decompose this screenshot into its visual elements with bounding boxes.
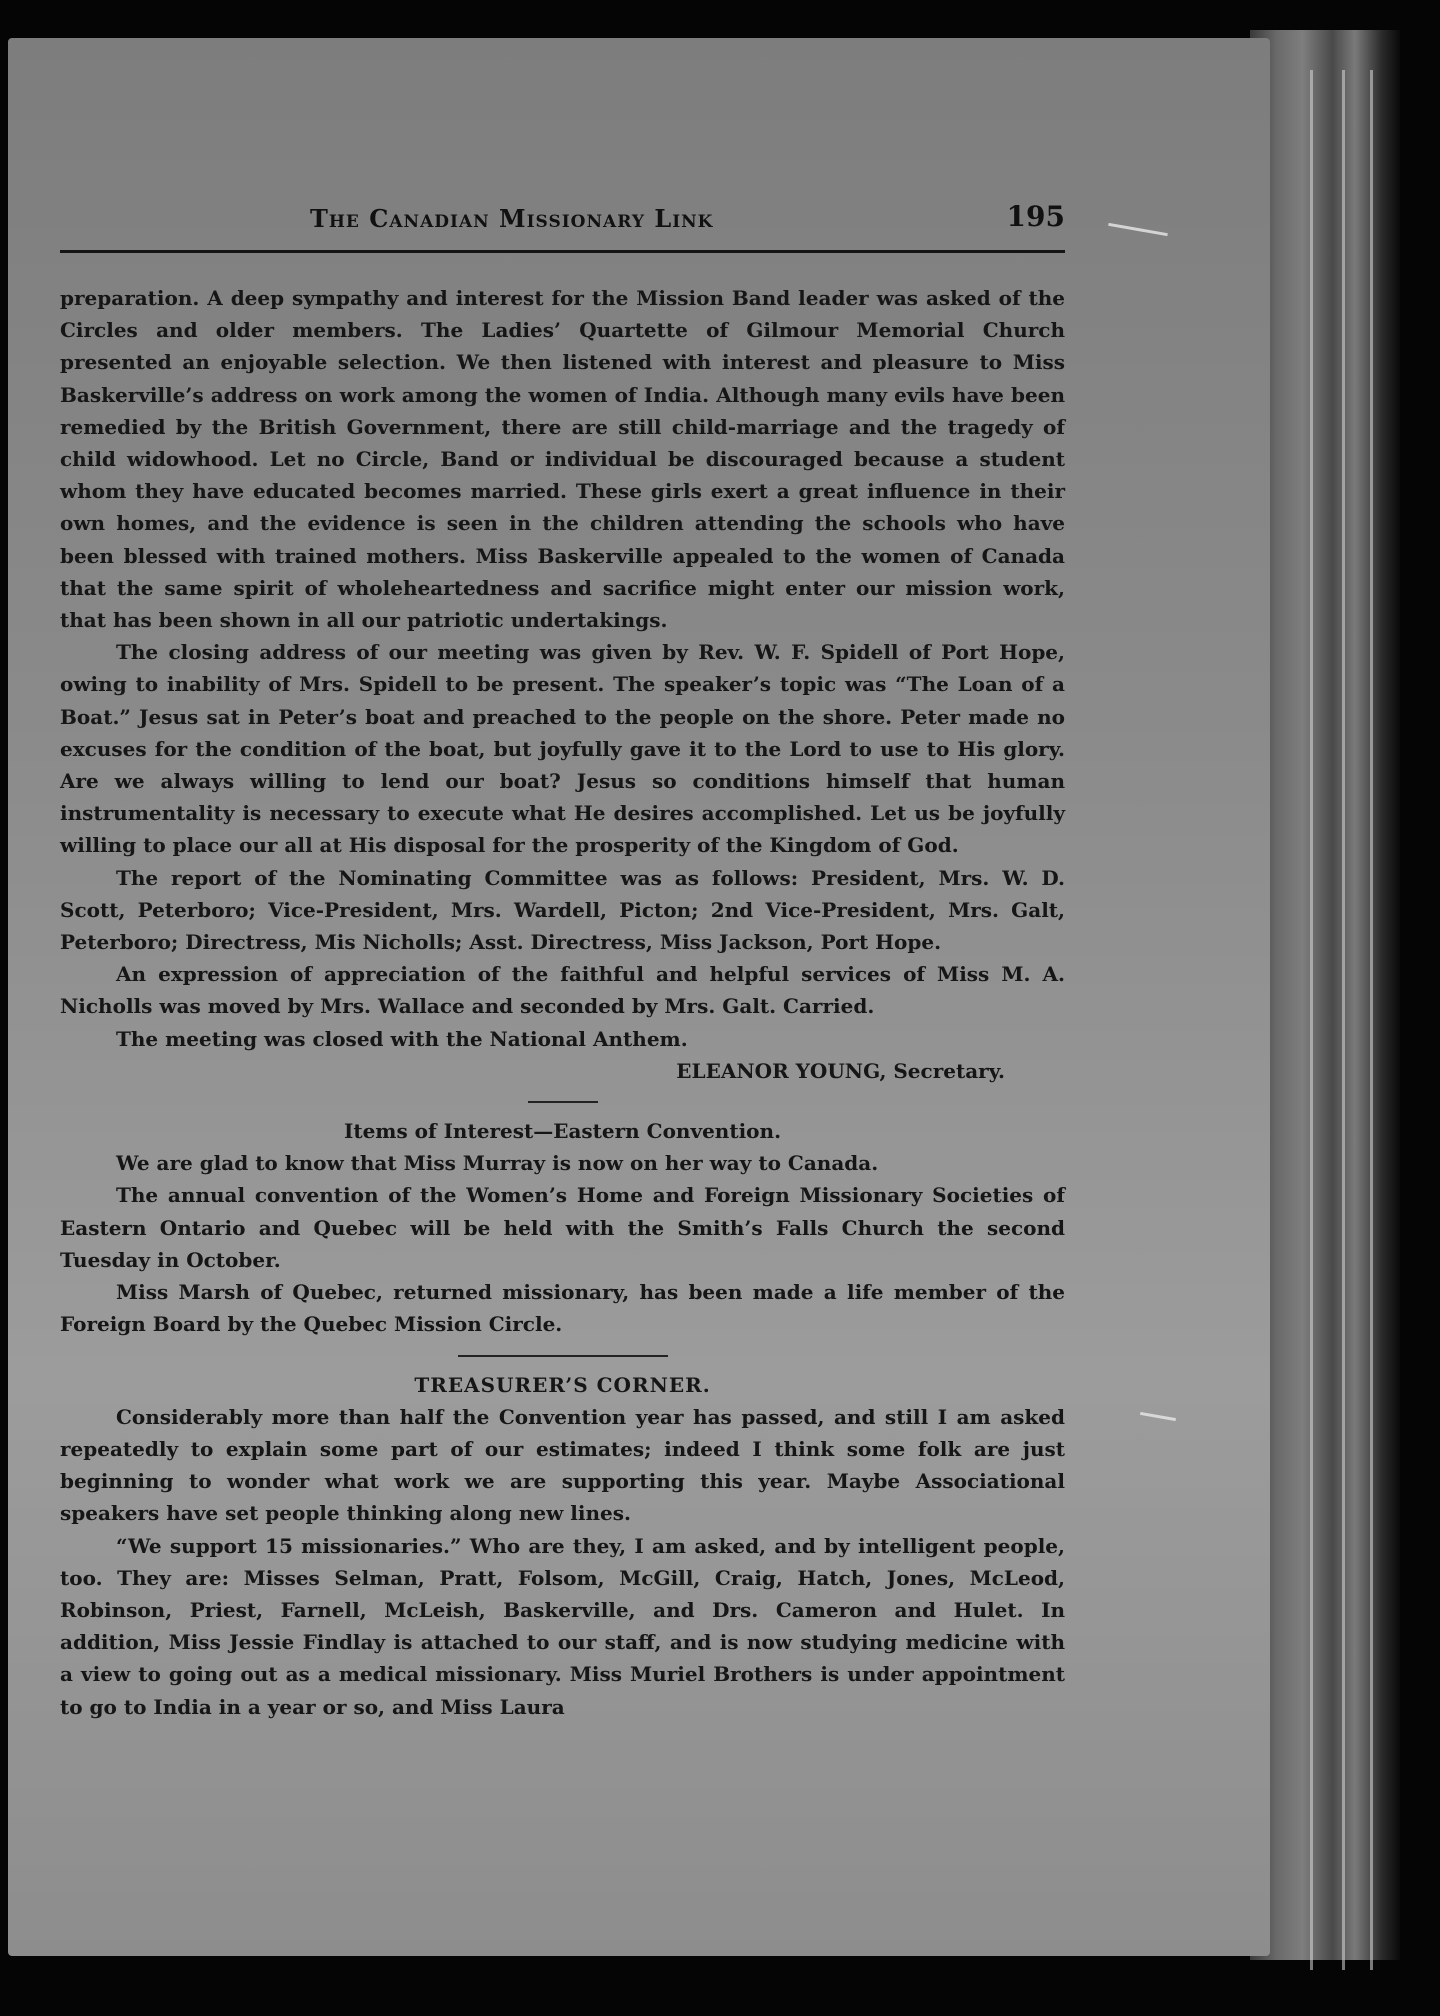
gutter-edge-line xyxy=(1310,70,1313,1970)
paragraph: The report of the Nominating Committee was as follows: President, Mrs. W. D. Scott, Peterboro; Vice-President, Mrs. Wardell, Picton; 2nd Vice-President, Mrs. Galt, Peterboro; Directress, Mis Nicholls; Asst. Directress, Miss Jackson, Port Hope. xyxy=(60,865,1065,955)
paragraph: The meeting was closed with the National Anthem. xyxy=(116,1026,688,1051)
paragraph: preparation. A deep sympathy and interest for the Mission Band leader was asked of the Circles and older members. The Ladies’ Quartette of Gilmour Memorial Church presented an enjoyable selection. We then listened with interest and pleasure to Miss Baskerville’s address on work among the women of India. Although many evils have been remedied by the British Government, there are still child-marriage and the tragedy of child widowhood. Let no Circle, Band or individual be discouraged because a student whom they have educated becomes married. These girls exert a great influence in their own homes, and the evidence is seen in the children attending the schools who have been blessed with trained mothers. Miss Baskerville appealed to the women of Canada that the same spirit of wholeheartedness and sacrifice might enter our mission work, that has been shown in all our patriotic undertakings. xyxy=(60,286,1065,633)
signature: ELEANOR YOUNG, Secretary. xyxy=(676,1058,1005,1083)
section-divider xyxy=(458,1355,668,1357)
book-gutter xyxy=(1250,30,1400,1960)
section-heading-items: Items of Interest—Eastern Convention. xyxy=(343,1119,782,1144)
section-divider xyxy=(528,1101,598,1103)
paragraph: The closing address of our meeting was given by Rev. W. F. Spidell of Port Hope, owing to inability of Mrs. Spidell to be present. The speaker’s topic was “The Loan of a Boat.” Jesus sat in Peter’s boat and preached to the people on the shore. Peter made no excuses for the condition of the boat, but joyfully gave it to the Lord to use to His glory. Are we always willing to lend our boat? Jesus so conditions himself that human instrumentality is necessary to execute what He desires accomplished. Let us be joyfully willing to place our all at His disposal for the prosperity of the Kingdom of God. xyxy=(60,640,1065,858)
paragraph: An expression of appreciation of the faithful and helpful services of Miss M. A. Nicholls was moved by Mrs. Wallace and seconded by Mrs. Galt. Carried. xyxy=(60,962,1065,1019)
paragraph: We are glad to know that Miss Murray is now on her way to Canada. xyxy=(116,1151,879,1176)
page-number: 195 xyxy=(1006,200,1065,233)
section-heading-treasurer: TREASURER’S CORNER. xyxy=(414,1372,711,1397)
journal-title: The Canadian Missionary Link xyxy=(310,204,714,233)
article-body xyxy=(60,282,1065,1723)
paragraph: “We support 15 missionaries.” Who are they, I am asked, and by intelligent people, too. They are: Misses Selman, Pratt, Folsom, McGill, Craig, Hatch, Jones, McLeod, Robinson, Priest, Farnell, McLeish, Baskerville, and Drs. Cameron and Hulet. In addition, Miss Jessie Findlay is attached to our staff, and is now studying medicine with a view to going out as a medical missionary. Miss Muriel Brothers is under appointment to go to India in a year or so, and Miss Laura xyxy=(60,1533,1065,1719)
running-header xyxy=(60,200,1065,253)
paragraph: The annual convention of the Women’s Home and Foreign Missionary Societies of Eastern Ontario and Quebec will be held with the Smith’s Falls Church the second Tuesday in October. xyxy=(60,1183,1065,1272)
gutter-edge-line xyxy=(1342,70,1345,1970)
paragraph: Miss Marsh of Quebec, returned missionary, has been made a life member of the Foreign Board by the Quebec Mission Circle. xyxy=(60,1280,1065,1337)
gutter-edge-line xyxy=(1370,70,1373,1970)
paragraph: Considerably more than half the Convention year has passed, and still I am asked repeatedly to explain some part of our estimates; indeed I think some folk are just beginning to wonder what work we are supporting this year. Maybe Associational speakers have set people thinking along new lines. xyxy=(60,1404,1065,1526)
